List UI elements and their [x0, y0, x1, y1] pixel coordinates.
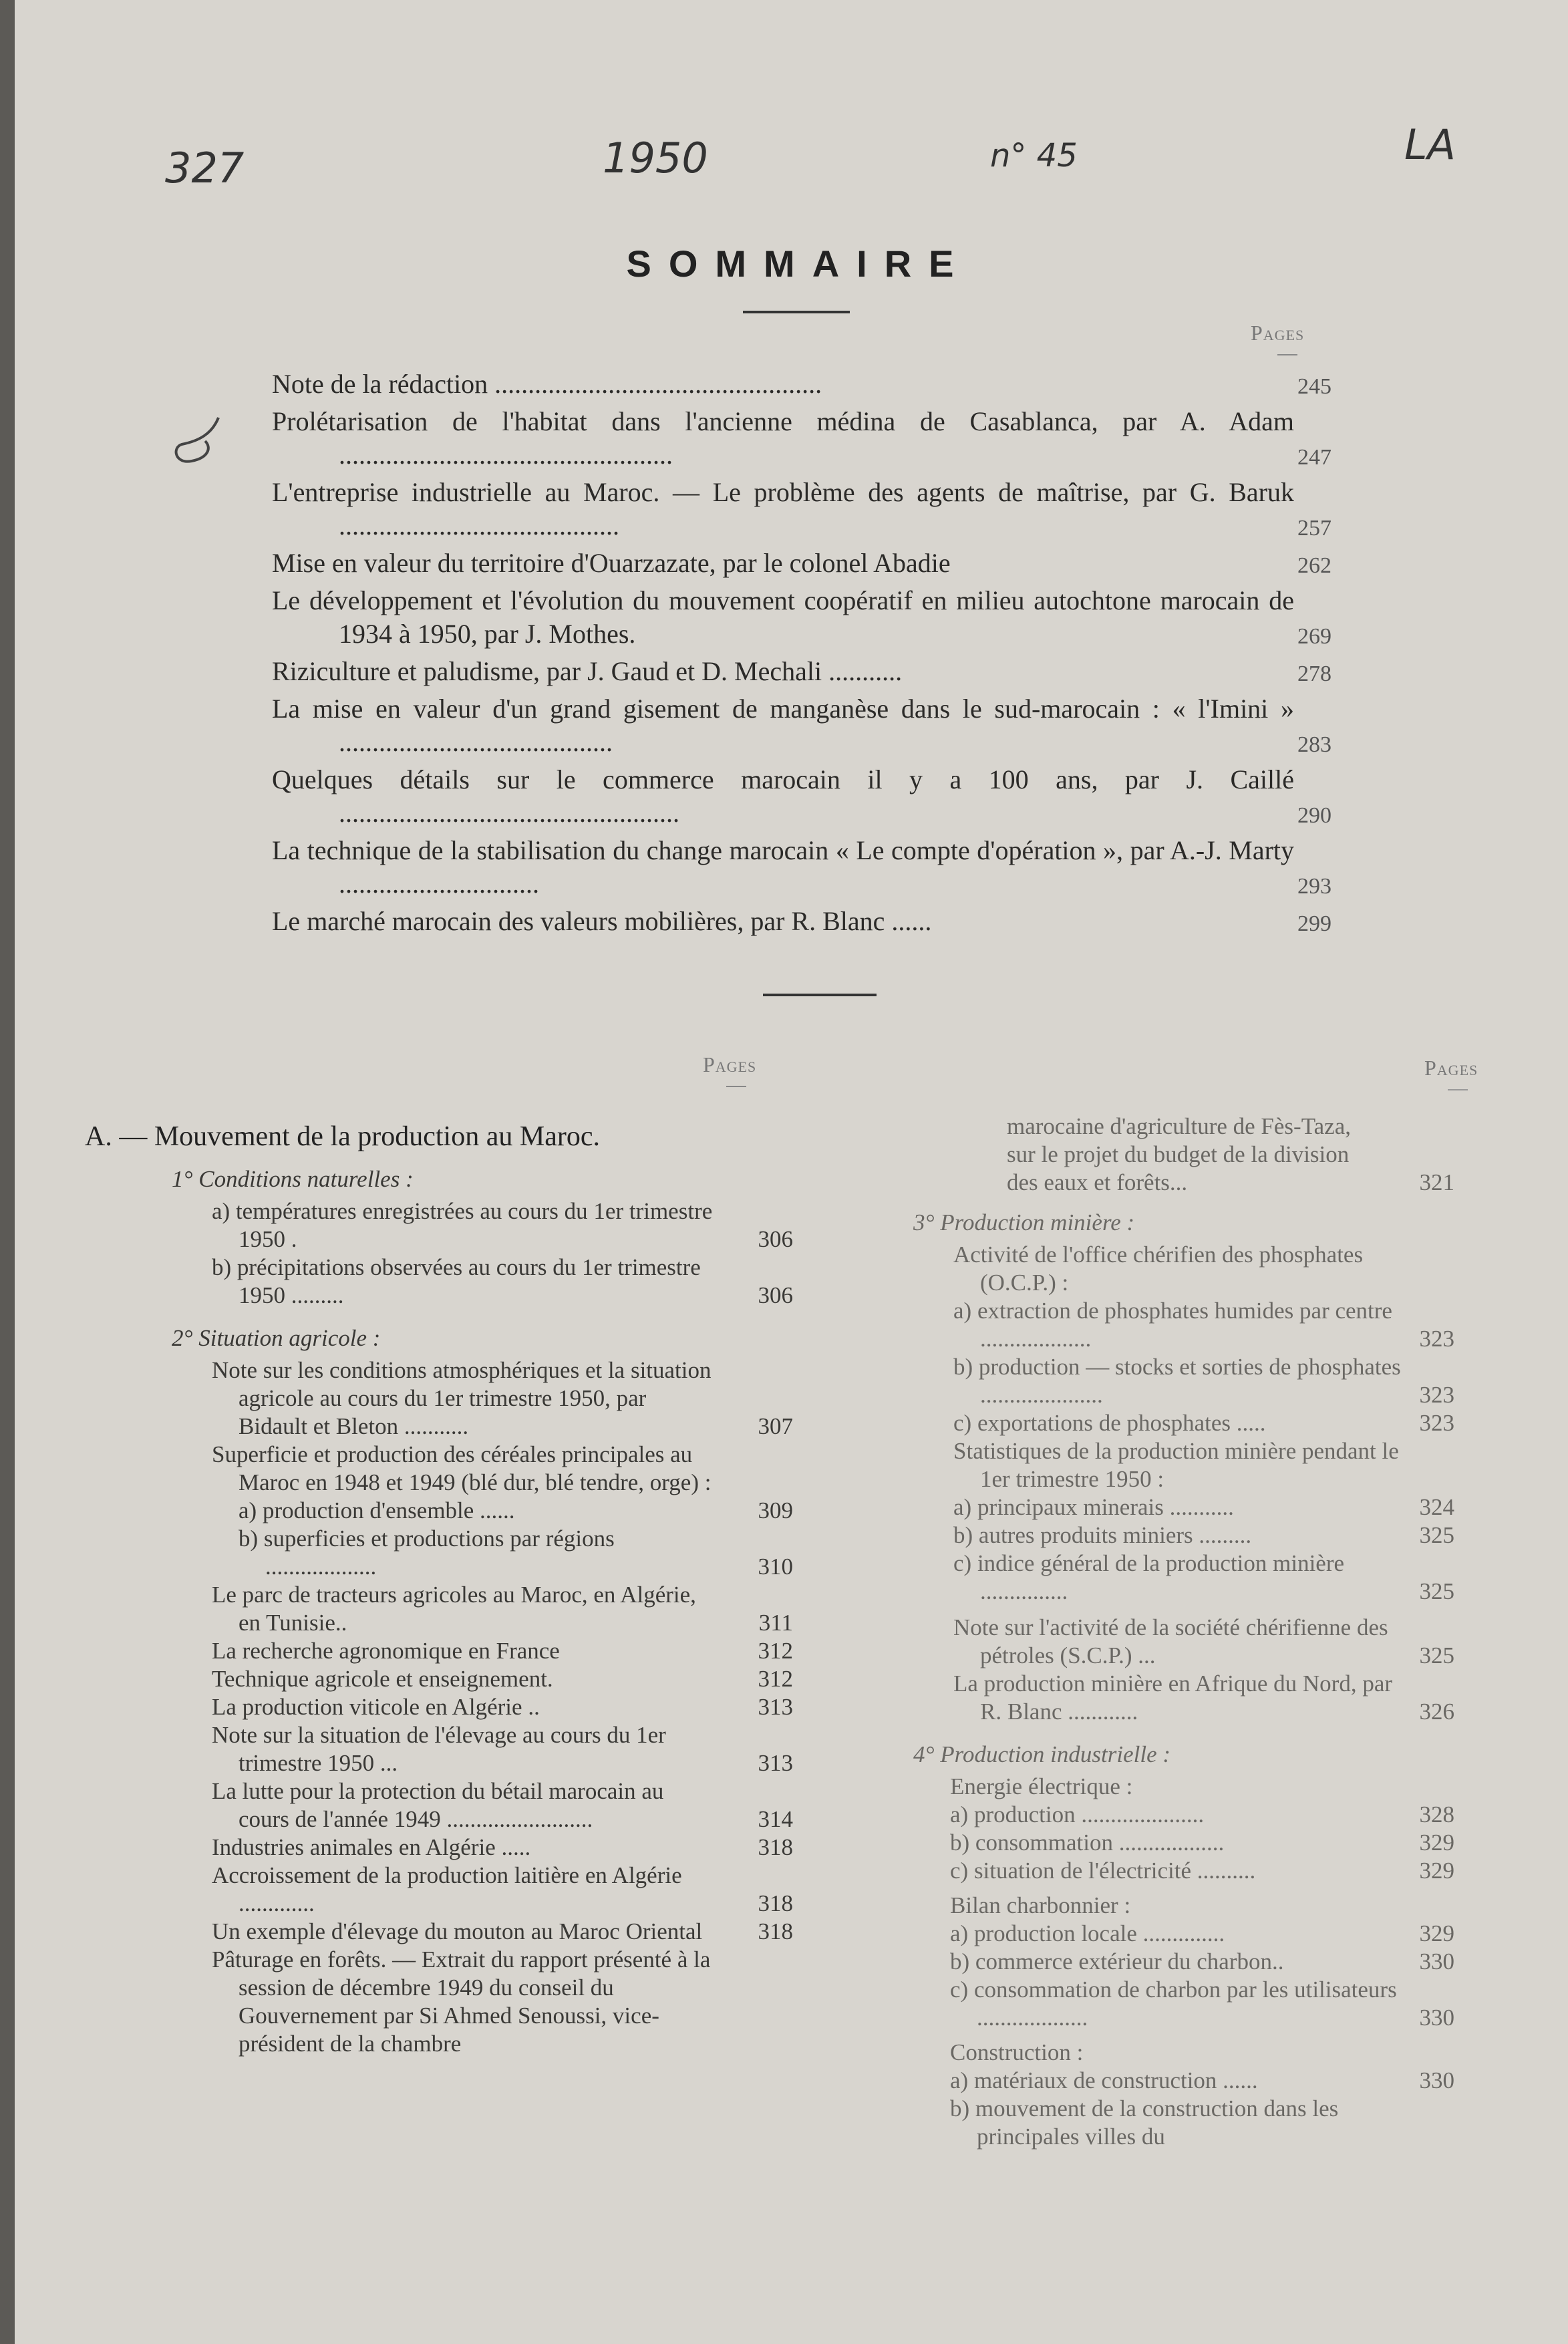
pages-header-top: Pages [1251, 321, 1305, 345]
handwritten-mark-icon [172, 414, 245, 468]
list-item[interactable]: c) situation de l'électricité .......... 329 [950, 1858, 1454, 1884]
pages-header-right: Pages [1424, 1056, 1478, 1080]
subsection-heading: 3° Production minière : [913, 1209, 1135, 1235]
handwritten-issue: n° 45 [990, 137, 1078, 174]
toc-entry[interactable]: La technique de la stabilisation du change marocain « Le compte d'opération », par A.-J. Marty .............................. 293 [272, 835, 1331, 899]
list-item[interactable]: Industries animales en Algérie ..... 318 [212, 1834, 793, 1860]
list-item[interactable]: a) production locale .............. 329 [950, 1920, 1454, 1946]
toc-entry[interactable]: Riziculture et paludisme, par J. Gaud et D. Mechali ........... 278 [272, 656, 1331, 686]
list-item[interactable]: a) principaux minerais ........... 324 [953, 1494, 1454, 1520]
section-heading: A. — Mouvement de la production au Maroc. [85, 1121, 600, 1152]
handwritten-number: 327 [165, 144, 245, 192]
title-underline [743, 311, 850, 313]
list-item[interactable]: a) températures enregistrées au cours du 1er trimestre 1950 . 306 [212, 1198, 793, 1252]
list-item[interactable]: Pâturage en forêts. — Extrait du rapport présenté à la session de décembre 1949 du conseil du Gouvernement par Si Ahmed Senoussi, vice-président de la chambre [212, 1946, 711, 2057]
list-item[interactable]: b) superficies et productions par régions ................... 310 [239, 1525, 793, 1580]
list-item[interactable]: a) matériaux de construction ...... 330 [950, 2067, 1454, 2093]
document-page [15, 0, 1568, 2344]
list-item[interactable]: Note sur les conditions atmosphériques et la situation agricole au cours du 1er trimestre 1950, par Bidault et Bleton ........... 307 [212, 1357, 793, 1439]
list-item[interactable]: marocaine d'agriculture de Fès-Taza, sur le projet du budget de la division des eaux et forêts... 321 [1007, 1113, 1454, 1195]
list-item[interactable]: c) indice général de la production minière ............... 325 [953, 1550, 1454, 1604]
subsection-heading: 4° Production industrielle : [913, 1741, 1171, 1767]
toc-entry[interactable]: Prolétarisation de l'habitat dans l'ancienne médina de Casablanca, par A. Adam .................................................. 247 [272, 406, 1331, 470]
list-item[interactable]: Note sur la situation de l'élevage au cours du 1er trimestre 1950 ... 313 [212, 1722, 793, 1776]
toc-entry[interactable]: Mise en valeur du territoire d'Ouarzazate, par le colonel Abadie 262 [272, 548, 1331, 578]
list-item[interactable]: b) commerce extérieur du charbon.. 330 [950, 1948, 1454, 1974]
subsection-heading: 2° Situation agricole : [172, 1325, 381, 1351]
list-item[interactable]: Note sur l'activité de la société chérifienne des pétroles (S.C.P.) ... 325 [953, 1614, 1454, 1668]
toc-entry[interactable]: Note de la rédaction ................................................. 245 [272, 369, 1331, 399]
list-intro: Statistiques de la production minière pendant le 1er trimestre 1950 : [953, 1438, 1399, 1492]
list-item[interactable]: a) production ..................... 328 [950, 1801, 1454, 1827]
list-item[interactable]: Un exemple d'élevage du mouton au Maroc Oriental 318 [212, 1918, 793, 1944]
subsection-heading: 1° Conditions naturelles : [172, 1166, 414, 1192]
list-item[interactable]: a) extraction de phosphates humides par centre ................... 323 [953, 1298, 1454, 1352]
page-title: SOMMAIRE [626, 243, 971, 285]
handwritten-initials: LA [1404, 120, 1456, 169]
list-item[interactable]: c) exportations de phosphates ..... 323 [953, 1410, 1454, 1436]
list-item[interactable]: Superficie et production des céréales principales au Maroc en 1948 et 1949 (blé dur, blé tendre, orge) : [212, 1441, 712, 1495]
list-item[interactable]: Le parc de tracteurs agricoles au Maroc, en Algérie, en Tunisie.. 311 [212, 1582, 793, 1636]
toc-entry[interactable]: Le marché marocain des valeurs mobilières, par R. Blanc ...... 299 [272, 906, 1331, 936]
section-divider [763, 994, 877, 996]
list-intro: Bilan charbonnier : [950, 1892, 1131, 1918]
list-item[interactable]: La recherche agronomique en France 312 [212, 1638, 793, 1664]
list-item[interactable]: b) mouvement de la construction dans les principales villes du [950, 2095, 1339, 2150]
list-item[interactable]: a) production d'ensemble ...... 309 [239, 1497, 793, 1523]
list-item[interactable]: b) autres produits miniers ......... 325 [953, 1522, 1454, 1548]
list-item[interactable]: La production minière en Afrique du Nord, par R. Blanc ............ 326 [953, 1670, 1454, 1725]
toc-entry[interactable]: L'entreprise industrielle au Maroc. — Le problème des agents de maîtrise, par G. Baruk .......................................... 257 [272, 477, 1331, 541]
table-of-contents [272, 368, 1341, 942]
list-item[interactable]: b) consommation .................. 329 [950, 1829, 1454, 1856]
list-item[interactable]: La production viticole en Algérie .. 313 [212, 1694, 793, 1720]
list-item[interactable]: b) précipitations observées au cours du 1er trimestre 1950 ......... 306 [212, 1254, 793, 1308]
list-item[interactable]: c) consommation de charbon par les utilisateurs ................... 330 [950, 1976, 1454, 2031]
list-item[interactable]: Accroissement de la production laitière en Algérie ............. 318 [212, 1862, 793, 1916]
list-item[interactable]: La lutte pour la protection du bétail marocain au cours de l'année 1949 ......................... 314 [212, 1778, 793, 1832]
list-intro: Construction : [950, 2039, 1084, 2065]
toc-entry[interactable]: Quelques détails sur le commerce marocain il y a 100 ans, par J. Caillé ................................................... 290 [272, 764, 1331, 828]
right-column [913, 1113, 1454, 2151]
toc-entry[interactable]: Le développement et l'évolution du mouvement coopératif en milieu autochtone marocain de 1934 à 1950, par J. Mothes. 269 [272, 585, 1331, 649]
list-item[interactable]: b) production — stocks et sorties de phosphates ..................... 323 [953, 1354, 1454, 1408]
toc-entry[interactable]: La mise en valeur d'un grand gisement de manganèse dans le sud-marocain : « l'Imini » ......................................... 283 [272, 694, 1331, 757]
list-item[interactable]: Technique agricole et enseignement. 312 [212, 1666, 793, 1692]
handwritten-year: 1950 [603, 134, 708, 182]
list-intro: Energie électrique : [950, 1773, 1133, 1799]
pages-header-rule [1277, 354, 1297, 355]
pages-header-right-rule [1448, 1089, 1468, 1090]
pages-header-left: Pages [703, 1052, 757, 1076]
list-intro: Activité de l'office chérifien des phosphates (O.C.P.) : [953, 1241, 1364, 1296]
left-column [85, 1123, 793, 2058]
pages-header-left-rule [726, 1086, 746, 1087]
